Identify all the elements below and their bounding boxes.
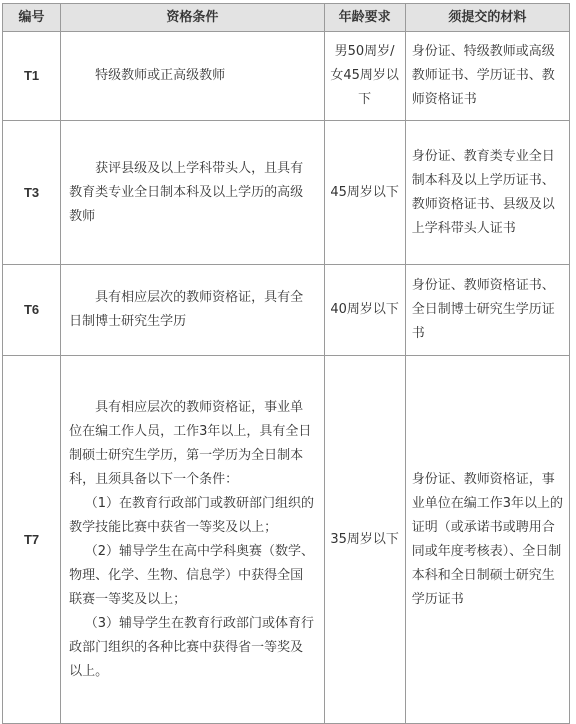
row-age: 男50周岁/女45周岁以下 [324, 32, 405, 121]
row-condition [61, 356, 324, 724]
row-condition [61, 32, 324, 121]
table-header [3, 4, 570, 32]
condition-paragraph: 具有相应层次的教师资格证，具有全日制博士研究生学历 [69, 290, 304, 329]
table-body [3, 32, 570, 724]
row-age: 40周岁以下 [324, 265, 405, 356]
row-materials: 身份证、教师资格证书、全日制博士研究生学历证书 [405, 265, 569, 356]
row-condition [61, 265, 324, 356]
condition-item-1: （1）在教育行政部门或教研部门组织的教学技能比赛中获省一等奖及以上； [69, 495, 314, 535]
condition-item-2: （2）辅导学生在高中学科奥赛（数学、物理、化学、生物、信息学）中获得全国联赛一等奖及以上； [69, 543, 314, 607]
condition-paragraph: 获评县级及以上学科带头人，且具有教育类专业全日制本科及以上学历的高级教师 [69, 160, 304, 224]
table-row [3, 121, 570, 265]
row-age: 45周岁以下 [324, 121, 405, 265]
row-condition [61, 121, 324, 265]
row-id: T3 [3, 121, 61, 265]
row-id: T1 [3, 32, 61, 121]
table-row [3, 32, 570, 121]
row-id: T6 [3, 265, 61, 356]
row-materials: 身份证、教师资格证，事业单位在编工作3年以上的证明（或承诺书或聘用合同或年度考核表）、全日制本科和全日制硕士研究生学历证书 [405, 356, 569, 724]
header-condition: 资格条件 [61, 4, 324, 32]
row-materials: 身份证、特级教师或高级教师证书、学历证书、教师资格证书 [405, 32, 569, 121]
row-materials: 身份证、教育类专业全日制本科及以上学历证书、教师资格证书、县级及以上学科带头人证书 [405, 121, 569, 265]
header-id: 编号 [3, 4, 61, 32]
header-age: 年龄要求 [324, 4, 405, 32]
table-row [3, 265, 570, 356]
condition-paragraph: 特级教师或正高级教师 [95, 68, 226, 83]
row-age: 35周岁以下 [324, 356, 405, 724]
qualification-table-container [2, 3, 570, 724]
header-row [3, 4, 570, 32]
condition-paragraph: 具有相应层次的教师资格证，事业单位在编工作人员，工作3年以上，具有全日制硕士研究生学历，第一学历为全日制本科，且须具备以下一个条件： [69, 399, 312, 487]
condition-item-3: （3）辅导学生在教育行政部门或体育行政部门组织的各种比赛中获得省一等奖及以上。 [69, 615, 314, 679]
row-id: T7 [3, 356, 61, 724]
table-row [3, 356, 570, 724]
header-materials: 须提交的材料 [405, 4, 569, 32]
qualification-table [2, 3, 570, 724]
